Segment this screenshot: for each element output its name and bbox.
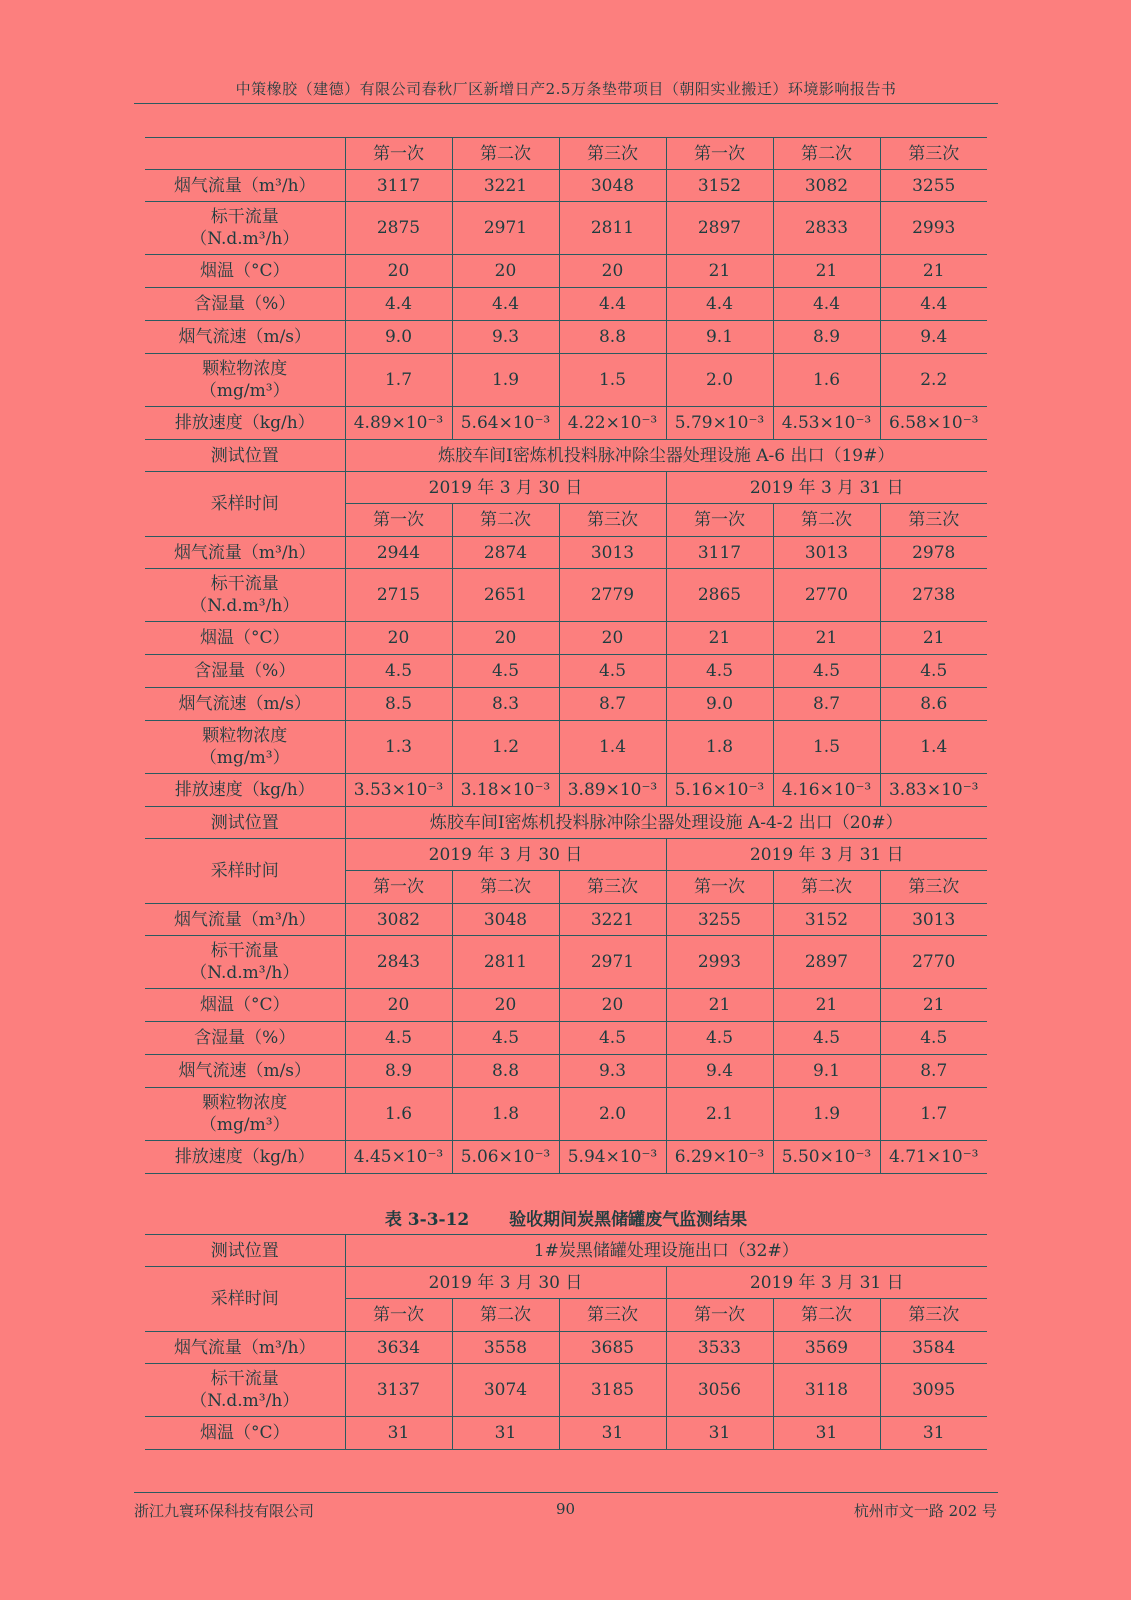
row-label-line: 烟气流速（m/s）	[178, 1061, 312, 1081]
row-label-line: 含湿量（%）	[194, 294, 296, 314]
value-cell: 2811	[452, 936, 559, 989]
value-cell: 21	[880, 989, 987, 1022]
value-cell: 2971	[559, 936, 666, 989]
value-cell: 3.89×10⁻³	[559, 774, 666, 807]
value-cell: 8.9	[773, 321, 880, 354]
table-row	[145, 839, 987, 871]
table-row	[145, 1417, 987, 1450]
row-label	[145, 1022, 345, 1055]
table-row	[145, 1235, 987, 1267]
table-row	[145, 1022, 987, 1055]
row-label-line: 烟气流量（m³/h）	[173, 909, 316, 930]
run-header: 第二次	[452, 504, 559, 537]
row-label-line: 烟气流量（m³/h）	[173, 175, 316, 196]
value-cell: 21	[773, 989, 880, 1022]
value-cell: 3082	[773, 170, 880, 202]
row-label-line: 标干流量	[210, 1369, 279, 1389]
value-cell: 2.0	[559, 1088, 666, 1141]
table-row	[145, 354, 987, 407]
header-rule	[134, 103, 998, 104]
value-cell: 4.5	[773, 655, 880, 688]
table-row	[145, 1332, 987, 1364]
value-cell: 3185	[559, 1364, 666, 1417]
row-label	[145, 354, 345, 407]
value-cell: 3221	[559, 904, 666, 936]
row-label-line: 测试位置	[210, 1240, 279, 1261]
value-cell: 8.7	[559, 688, 666, 721]
value-cell: 2897	[773, 936, 880, 989]
value-cell: 1.6	[773, 354, 880, 407]
value-cell: 4.5	[559, 1022, 666, 1055]
value-cell: 21	[880, 255, 987, 288]
value-cell: 4.5	[773, 1022, 880, 1055]
footer-company: 浙江九寰环保科技有限公司	[134, 1502, 315, 1520]
row-label-line: 采样时间	[210, 861, 279, 881]
value-cell: 9.1	[666, 321, 773, 354]
value-cell: 4.4	[345, 288, 452, 321]
table-row	[145, 407, 987, 440]
value-cell: 5.64×10⁻³	[452, 407, 559, 440]
value-cell: 5.79×10⁻³	[666, 407, 773, 440]
value-cell: 21	[666, 622, 773, 655]
run-header: 第二次	[452, 871, 559, 904]
value-cell: 3533	[666, 1332, 773, 1364]
row-label-line: 颗粒物浓度	[202, 726, 288, 746]
run-header: 第三次	[880, 871, 987, 904]
value-cell: 1.9	[452, 354, 559, 407]
row-label	[145, 255, 345, 288]
run-header: 第二次	[452, 138, 559, 170]
row-label	[145, 138, 345, 170]
row-label-line: 颗粒物浓度	[202, 1093, 288, 1113]
value-cell: 1.9	[773, 1088, 880, 1141]
row-label	[145, 721, 345, 774]
row-label	[145, 839, 345, 904]
row-label	[145, 1332, 345, 1364]
value-cell: 20	[452, 255, 559, 288]
row-label-line: 含湿量（%）	[194, 1028, 296, 1048]
row-label-line: （N.d.m³/h）	[190, 596, 300, 616]
value-cell: 4.5	[880, 1022, 987, 1055]
value-cell: 2874	[452, 537, 559, 569]
value-cell: 3558	[452, 1332, 559, 1364]
row-label	[145, 989, 345, 1022]
row-label-line: 烟气流量（m³/h）	[173, 1337, 316, 1358]
value-cell: 3048	[452, 904, 559, 936]
carbon-black-tank-table	[145, 1234, 987, 1450]
row-label	[145, 569, 345, 622]
value-cell: 1.6	[345, 1088, 452, 1141]
value-cell: 4.5	[452, 655, 559, 688]
value-cell: 9.4	[880, 321, 987, 354]
run-header: 第二次	[452, 1299, 559, 1332]
row-label-line: 采样时间	[210, 1289, 279, 1309]
value-cell: 31	[666, 1417, 773, 1450]
value-cell: 3082	[345, 904, 452, 936]
run-header: 第二次	[773, 138, 880, 170]
value-cell: 31	[345, 1417, 452, 1450]
table-row	[145, 904, 987, 936]
value-cell: 2993	[666, 936, 773, 989]
value-cell: 9.3	[559, 1055, 666, 1088]
value-cell: 9.4	[666, 1055, 773, 1088]
value-cell: 2.0	[666, 354, 773, 407]
run-header: 第一次	[666, 1299, 773, 1332]
table-row	[145, 138, 987, 170]
row-label-line: 含湿量（%）	[194, 661, 296, 681]
row-label	[145, 1417, 345, 1450]
value-cell: 3117	[345, 170, 452, 202]
value-cell: 8.9	[345, 1055, 452, 1088]
row-label-line: 烟气流速（m/s）	[178, 694, 312, 714]
value-cell: 2993	[880, 202, 987, 255]
row-label-line: 烟温（°C）	[199, 1423, 290, 1443]
table-caption	[145, 1205, 987, 1230]
row-label	[145, 904, 345, 936]
run-header: 第三次	[559, 871, 666, 904]
value-cell: 5.16×10⁻³	[666, 774, 773, 807]
run-header: 第三次	[559, 504, 666, 537]
row-label	[145, 1055, 345, 1088]
row-label-line: （mg/m³）	[199, 1115, 290, 1135]
footer-address: 杭州市文一路 202 号	[853, 1502, 997, 1520]
value-cell: 9.0	[666, 688, 773, 721]
value-cell: 20	[559, 989, 666, 1022]
value-cell: 3152	[773, 904, 880, 936]
value-cell: 1.5	[559, 354, 666, 407]
value-cell: 4.71×10⁻³	[880, 1141, 987, 1174]
row-label-line: 标干流量	[210, 941, 279, 961]
value-cell: 3118	[773, 1364, 880, 1417]
value-cell: 8.7	[880, 1055, 987, 1088]
row-label	[145, 688, 345, 721]
row-label-line: （mg/m³）	[199, 748, 290, 768]
row-label	[145, 1267, 345, 1332]
value-cell: 2.2	[880, 354, 987, 407]
value-cell: 2843	[345, 936, 452, 989]
value-cell: 1.7	[880, 1088, 987, 1141]
value-cell: 2833	[773, 202, 880, 255]
value-cell: 3634	[345, 1332, 452, 1364]
table-row	[145, 655, 987, 688]
value-cell: 2.1	[666, 1088, 773, 1141]
value-cell: 4.5	[345, 655, 452, 688]
row-label-line: 烟温（°C）	[199, 995, 290, 1015]
value-cell: 2811	[559, 202, 666, 255]
value-cell: 20	[452, 622, 559, 655]
value-cell: 21	[773, 255, 880, 288]
run-header: 第一次	[345, 504, 452, 537]
value-cell: 6.58×10⁻³	[880, 407, 987, 440]
value-cell: 31	[773, 1417, 880, 1450]
row-label	[145, 655, 345, 688]
table-row	[145, 1088, 987, 1141]
monitoring-table-continued	[145, 137, 987, 1174]
value-cell: 20	[345, 622, 452, 655]
value-cell: 3117	[666, 537, 773, 569]
date-cell: 2019 年 3 月 30 日	[345, 1267, 666, 1299]
row-label-line: 标干流量	[210, 574, 279, 594]
value-cell: 3685	[559, 1332, 666, 1364]
value-cell: 3137	[345, 1364, 452, 1417]
value-cell: 4.4	[773, 288, 880, 321]
row-label	[145, 807, 345, 839]
row-label-line: （N.d.m³/h）	[190, 229, 300, 249]
value-cell: 2865	[666, 569, 773, 622]
table-row	[145, 807, 987, 839]
value-cell: 2875	[345, 202, 452, 255]
table-row	[145, 170, 987, 202]
value-cell: 3048	[559, 170, 666, 202]
row-label-line: 排放速度（kg/h）	[174, 413, 315, 433]
value-cell: 4.22×10⁻³	[559, 407, 666, 440]
table-row	[145, 622, 987, 655]
value-cell: 21	[773, 622, 880, 655]
location-cell: 炼胶车间I密炼机投料脉冲除尘器处理设施 A-6 出口（19#）	[345, 440, 987, 472]
row-label-line: 采样时间	[210, 494, 279, 514]
value-cell: 4.5	[452, 1022, 559, 1055]
value-cell: 3.83×10⁻³	[880, 774, 987, 807]
value-cell: 4.5	[666, 1022, 773, 1055]
value-cell: 8.3	[452, 688, 559, 721]
row-label	[145, 1088, 345, 1141]
table-row	[145, 1364, 987, 1417]
run-header: 第三次	[880, 504, 987, 537]
value-cell: 20	[345, 989, 452, 1022]
table-row	[145, 202, 987, 255]
value-cell: 5.50×10⁻³	[773, 1141, 880, 1174]
value-cell: 6.29×10⁻³	[666, 1141, 773, 1174]
run-header: 第一次	[345, 138, 452, 170]
row-label	[145, 170, 345, 202]
value-cell: 3095	[880, 1364, 987, 1417]
value-cell: 2770	[880, 936, 987, 989]
row-label-line: 颗粒物浓度	[202, 359, 288, 379]
table-row	[145, 989, 987, 1022]
date-cell: 2019 年 3 月 31 日	[666, 472, 987, 504]
value-cell: 3074	[452, 1364, 559, 1417]
value-cell: 4.5	[666, 655, 773, 688]
value-cell: 9.1	[773, 1055, 880, 1088]
row-label	[145, 774, 345, 807]
value-cell: 4.45×10⁻³	[345, 1141, 452, 1174]
value-cell: 3255	[666, 904, 773, 936]
value-cell: 21	[880, 622, 987, 655]
value-cell: 4.4	[452, 288, 559, 321]
row-label	[145, 622, 345, 655]
table-row	[145, 288, 987, 321]
value-cell: 4.5	[345, 1022, 452, 1055]
row-label-line: 烟气流速（m/s）	[178, 327, 312, 347]
value-cell: 20	[559, 255, 666, 288]
value-cell: 4.5	[559, 655, 666, 688]
run-header: 第一次	[666, 138, 773, 170]
location-cell: 1#炭黑储罐处理设施出口（32#）	[345, 1235, 987, 1267]
value-cell: 1.2	[452, 721, 559, 774]
row-label	[145, 440, 345, 472]
date-cell: 2019 年 3 月 30 日	[345, 472, 666, 504]
row-label	[145, 288, 345, 321]
value-cell: 1.8	[452, 1088, 559, 1141]
date-cell: 2019 年 3 月 30 日	[345, 839, 666, 871]
value-cell: 8.8	[452, 1055, 559, 1088]
table-row	[145, 688, 987, 721]
run-header: 第二次	[773, 871, 880, 904]
value-cell: 3584	[880, 1332, 987, 1364]
page-number: 90	[555, 1500, 576, 1518]
value-cell: 3013	[880, 904, 987, 936]
value-cell: 3013	[773, 537, 880, 569]
value-cell: 3569	[773, 1332, 880, 1364]
value-cell: 1.3	[345, 721, 452, 774]
table-row	[145, 936, 987, 989]
value-cell: 8.6	[880, 688, 987, 721]
value-cell: 2651	[452, 569, 559, 622]
row-label-line: 排放速度（kg/h）	[174, 780, 315, 800]
value-cell: 4.89×10⁻³	[345, 407, 452, 440]
row-label-line: （N.d.m³/h）	[190, 963, 300, 983]
table-row	[145, 537, 987, 569]
row-label-line: 烟温（°C）	[199, 628, 290, 648]
value-cell: 2738	[880, 569, 987, 622]
value-cell: 20	[559, 622, 666, 655]
value-cell: 3.18×10⁻³	[452, 774, 559, 807]
table-row	[145, 721, 987, 774]
value-cell: 3013	[559, 537, 666, 569]
run-header: 第三次	[880, 1299, 987, 1332]
value-cell: 3.53×10⁻³	[345, 774, 452, 807]
row-label	[145, 472, 345, 537]
row-label	[145, 936, 345, 989]
value-cell: 5.94×10⁻³	[559, 1141, 666, 1174]
page-header: 中策橡胶（建德）有限公司春秋厂区新增日产2.5万条垫带项目（朝阳实业搬迁）环境影响报告书	[235, 80, 897, 98]
run-header: 第一次	[666, 504, 773, 537]
value-cell: 4.5	[880, 655, 987, 688]
caption-number: 表 3-3-12	[384, 1210, 470, 1230]
run-header: 第三次	[559, 1299, 666, 1332]
value-cell: 9.3	[452, 321, 559, 354]
row-label-line: 烟温（°C）	[199, 261, 290, 281]
value-cell: 20	[452, 989, 559, 1022]
value-cell: 2715	[345, 569, 452, 622]
value-cell: 31	[559, 1417, 666, 1450]
value-cell: 5.06×10⁻³	[452, 1141, 559, 1174]
location-cell: 炼胶车间I密炼机投料脉冲除尘器处理设施 A-4-2 出口（20#）	[345, 807, 987, 839]
run-header: 第三次	[880, 138, 987, 170]
row-label	[145, 321, 345, 354]
value-cell: 3152	[666, 170, 773, 202]
run-header: 第二次	[773, 1299, 880, 1332]
row-label-line: （mg/m³）	[199, 381, 290, 401]
value-cell: 8.5	[345, 688, 452, 721]
value-cell: 3221	[452, 170, 559, 202]
row-label-line: 烟气流量（m³/h）	[173, 542, 316, 563]
table-row	[145, 1141, 987, 1174]
value-cell: 4.53×10⁻³	[773, 407, 880, 440]
run-header: 第三次	[559, 138, 666, 170]
table-row	[145, 569, 987, 622]
value-cell: 9.0	[345, 321, 452, 354]
run-header: 第一次	[345, 1299, 452, 1332]
row-label-line: 测试位置	[210, 445, 279, 466]
value-cell: 3056	[666, 1364, 773, 1417]
value-cell: 2897	[666, 202, 773, 255]
value-cell: 4.4	[559, 288, 666, 321]
footer-rule	[134, 1492, 998, 1493]
value-cell: 31	[880, 1417, 987, 1450]
value-cell: 1.5	[773, 721, 880, 774]
value-cell: 2944	[345, 537, 452, 569]
row-label-line: 标干流量	[210, 207, 279, 227]
value-cell: 4.4	[666, 288, 773, 321]
row-label	[145, 202, 345, 255]
run-header: 第一次	[345, 871, 452, 904]
table-row	[145, 472, 987, 504]
value-cell: 8.7	[773, 688, 880, 721]
row-label	[145, 1235, 345, 1267]
value-cell: 2978	[880, 537, 987, 569]
value-cell: 20	[345, 255, 452, 288]
row-label-line: 排放速度（kg/h）	[174, 1147, 315, 1167]
value-cell: 21	[666, 989, 773, 1022]
row-label-line: （N.d.m³/h）	[190, 1391, 300, 1411]
value-cell: 8.8	[559, 321, 666, 354]
table-row	[145, 1267, 987, 1299]
row-label	[145, 1141, 345, 1174]
value-cell: 1.8	[666, 721, 773, 774]
caption-title: 验收期间炭黑储罐废气监测结果	[509, 1210, 748, 1230]
value-cell: 1.4	[559, 721, 666, 774]
value-cell: 21	[666, 255, 773, 288]
value-cell: 2770	[773, 569, 880, 622]
table-row	[145, 255, 987, 288]
value-cell: 1.4	[880, 721, 987, 774]
value-cell: 4.4	[880, 288, 987, 321]
date-cell: 2019 年 3 月 31 日	[666, 1267, 987, 1299]
table-row	[145, 440, 987, 472]
table-row	[145, 321, 987, 354]
row-label	[145, 407, 345, 440]
table-row	[145, 774, 987, 807]
row-label	[145, 537, 345, 569]
value-cell: 31	[452, 1417, 559, 1450]
run-header: 第一次	[666, 871, 773, 904]
table-row	[145, 1055, 987, 1088]
row-label-line: 测试位置	[210, 812, 279, 833]
value-cell: 4.16×10⁻³	[773, 774, 880, 807]
value-cell: 2779	[559, 569, 666, 622]
value-cell: 1.7	[345, 354, 452, 407]
date-cell: 2019 年 3 月 31 日	[666, 839, 987, 871]
run-header: 第二次	[773, 504, 880, 537]
value-cell: 2971	[452, 202, 559, 255]
value-cell: 3255	[880, 170, 987, 202]
row-label	[145, 1364, 345, 1417]
